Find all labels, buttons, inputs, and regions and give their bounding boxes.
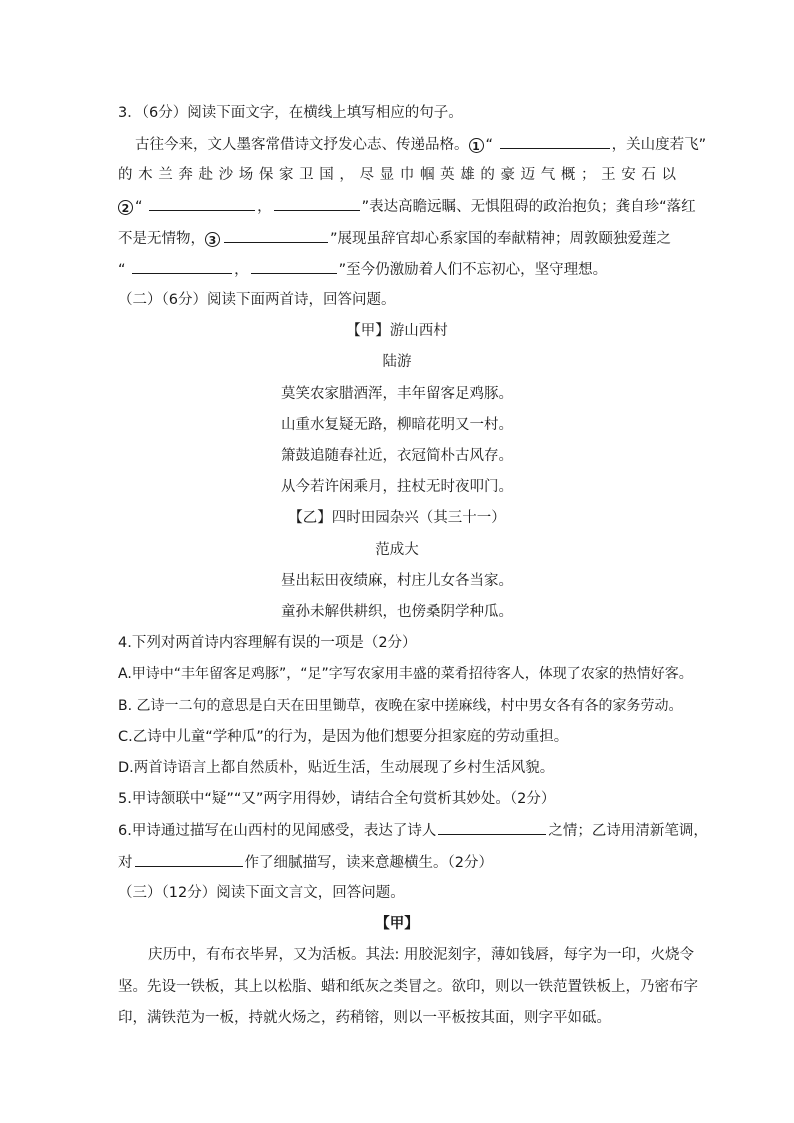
q3-line-5	[118, 259, 607, 280]
q3-text: “	[485, 137, 494, 153]
q3-text: 古往今来，文人墨客常借诗文抒发心志、传递品格。	[135, 137, 469, 153]
answer-blank-4b[interactable]	[251, 259, 337, 274]
q3-stem: 3．（6分）阅读下面文字，在横线上填写相应的句子。	[118, 105, 463, 121]
option-c: C.乙诗中儿童“学种瓜”的行为，是因为他们想要分担家庭的劳动重担。	[118, 729, 569, 745]
option-a: A.甲诗中“丰年留客足鸡豚”，“足”字写农家用丰盛的菜肴招待客人，体现了农家的热情好客。	[118, 666, 693, 682]
q3-line-2: 的木兰奔赴沙场保家卫国，尽显巾帼英雄的豪迈气概；王安石以	[118, 167, 676, 183]
poem-1-line: 莫笑农家腊酒浑，丰年留客足鸡豚。	[281, 386, 513, 402]
passage-title: 【甲】	[375, 916, 419, 932]
poem-2-line: 童孙未解供耕织，也傍桑阴学种瓜。	[281, 604, 513, 620]
answer-blank-4a[interactable]	[132, 259, 232, 274]
poem-2-line: 昼出耘田夜绩麻，村庄儿女各当家。	[281, 573, 513, 589]
option-d: D.两首诗语言上都自然质朴，贴近生活，生动展现了乡村生活风貌。	[118, 760, 555, 776]
passage-line: 印，满铁范为一板，持就火炀之，药稍镕，则以一平板按其面，则字平如砥。	[118, 1010, 611, 1026]
q6-text: 对	[118, 855, 133, 871]
passage-line: 坚。先设一铁板，其上以松脂、蜡和纸灰之类冒之。欲印，则以一铁范置铁板上，乃密布字	[118, 979, 698, 995]
poem-2-title: 【乙】四时田园杂兴（其三十一）	[288, 510, 506, 526]
circled-number-1: 1	[469, 138, 484, 153]
q6-text: 之情；乙诗用清新笔调，	[548, 823, 708, 839]
question-6-line-2	[118, 852, 493, 873]
answer-blank-6b[interactable]	[135, 852, 243, 867]
q3-text: ”表达高瞻远瞩、无惧阻碍的政治抱负；龚自珍“落红	[361, 199, 696, 215]
answer-blank-2b[interactable]	[274, 196, 360, 211]
section-3-heading: （三）（12分）阅读下面文言文，回答问题。	[118, 885, 405, 901]
poem-1-line: 山重水复疑无路，柳暗花明又一村。	[281, 417, 513, 433]
q6-text: 作了细腻描写，读来意趣横生。（2分）	[244, 855, 493, 871]
answer-blank-3[interactable]	[224, 228, 328, 243]
poem-1-line: 箫鼓追随春社近，衣冠简朴古风存。	[281, 448, 513, 464]
question-5: 5.甲诗颔联中“疑”“又”两字用得妙，请结合全句赏析其妙处。（2分）	[118, 791, 556, 807]
q3-line-3	[118, 196, 696, 217]
q3-text: ，关山度若飞”	[611, 137, 707, 153]
q3-line-4	[118, 228, 671, 249]
answer-blank-2a[interactable]	[149, 196, 255, 211]
poem-2-author: 范成大	[375, 542, 419, 558]
circled-number-3: 3	[205, 232, 220, 247]
passage-line: 庆历中，有布衣毕昇，又为活板。其法: 用胶泥刻字，薄如钱唇，每字为一印，火烧令	[148, 947, 694, 963]
q3-text: “	[118, 262, 126, 278]
question-4: 4.下列对两首诗内容理解有误的一项是（2分）	[118, 635, 417, 651]
section-2-heading: （二）（6分）阅读下面两首诗，回答问题。	[118, 292, 396, 308]
q3-text: ”展现虽辞官却心系家国的奉献精神；周敦颐独爱莲之	[330, 231, 672, 247]
answer-blank-1a[interactable]	[500, 134, 610, 149]
poem-1-title: 【甲】游山西村	[346, 323, 448, 339]
question-6-line-1	[118, 820, 708, 841]
poem-1-author: 陆游	[382, 354, 412, 370]
q3-text: 不是无情物，	[118, 231, 205, 247]
answer-blank-6a[interactable]	[438, 820, 546, 835]
q3-text: “	[135, 199, 143, 215]
q3-line-1	[135, 134, 706, 155]
q3-text: ”至今仍激励着人们不忘初心，坚守理想。	[338, 262, 608, 278]
q3-text: ，	[234, 262, 249, 278]
q3-text: ，	[257, 199, 272, 215]
circled-number-2: 2	[118, 200, 133, 215]
q6-text: 6.甲诗通过描写在山西村的见闻感受，表达了诗人	[118, 823, 437, 839]
option-b: B. 乙诗一二句的意思是白天在田里锄草，夜晚在家中搓麻线，村中男女各有各的家务劳动。	[118, 698, 683, 714]
poem-1-line: 从今若许闲乘月，拄杖无时夜叩门。	[281, 479, 513, 495]
